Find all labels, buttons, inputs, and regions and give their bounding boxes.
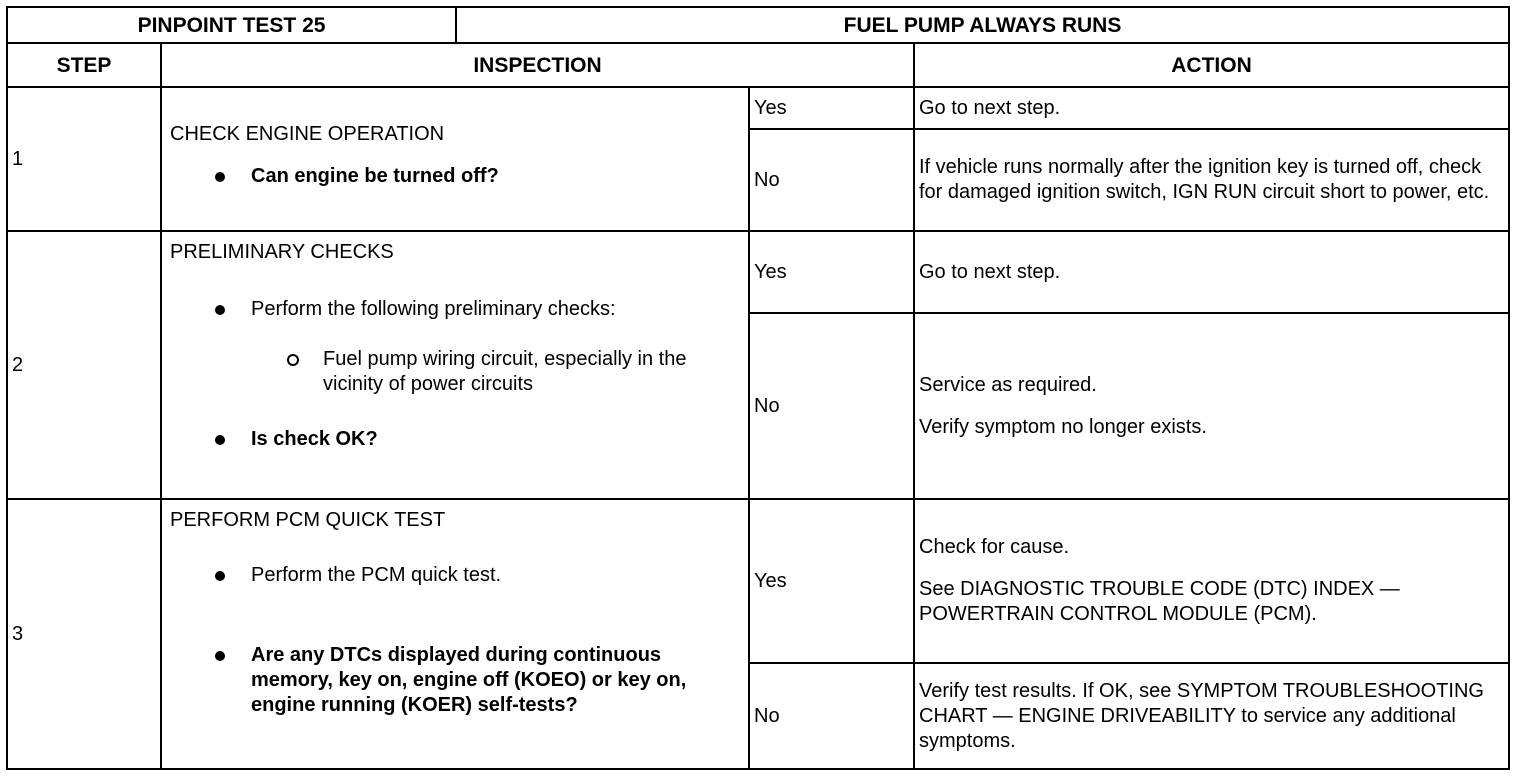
step-1-yes-row: [7, 87, 1509, 129]
column-header-row: [7, 43, 1509, 87]
step-2-yes-label: Yes: [749, 231, 914, 313]
step-2-yes-action: [914, 231, 1509, 313]
bullet-dot-icon: [215, 571, 225, 581]
step-1-no-label: No: [749, 129, 914, 231]
step-3-yes-action-text-1: Check for cause.: [919, 536, 1070, 558]
step-2-heading: PRELIMINARY CHECKS: [170, 241, 394, 263]
step-2-inspection: [161, 231, 749, 499]
step-1-bullet-1-text: Can engine be turned off?: [251, 165, 499, 187]
step-1-no-action-text: If vehicle runs normally after the ignition key is turned off, check for damaged ignition switch, IGN RUN circuit short to power, etc.: [919, 156, 1490, 203]
bullet-dot-icon: [215, 305, 225, 315]
step-1-bullet-1: [170, 164, 740, 189]
step-2-no-action-text-1: Service as required.: [919, 373, 1097, 396]
test-title: FUEL PUMP ALWAYS RUNS: [456, 7, 1509, 43]
hollow-bullet-icon: [287, 354, 299, 366]
step-2-no-action: [914, 313, 1509, 499]
step-3-bullet-2: [170, 643, 721, 718]
step-column-header: STEP: [7, 43, 161, 87]
title-row: [7, 7, 1509, 43]
step-3-yes-action: [914, 499, 1509, 663]
step-1-inspection: [161, 87, 749, 231]
step-3-heading: PERFORM PCM QUICK TEST: [170, 509, 446, 531]
step-1-yes-label: Yes: [749, 87, 914, 129]
step-1-no-action: [914, 129, 1509, 231]
step-2-number: 2: [7, 231, 161, 499]
inspection-column-header: INSPECTION: [161, 43, 914, 87]
step-2-yes-action-text: Go to next step.: [919, 260, 1061, 283]
step-2-bullet-1: [170, 297, 740, 322]
pinpoint-test-table: [6, 6, 1510, 770]
step-3-no-label: No: [749, 663, 914, 769]
step-2-bullet-2: [170, 427, 740, 452]
step-1-yes-action-text: Go to next step.: [919, 96, 1061, 119]
bullet-dot-icon: [215, 435, 225, 445]
step-2-subitem-1-text: Fuel pump wiring circuit, especially in the vicinity of power circuits: [323, 348, 687, 395]
step-3-bullet-2-text: Are any DTCs displayed during continuous memory, key on, engine off (KOEO) or key on, engine running (KOER) self-tests?: [251, 644, 687, 716]
step-2-subitem-1: [170, 347, 743, 397]
step-1-heading: CHECK ENGINE OPERATION: [170, 123, 445, 145]
bullet-dot-icon: [215, 172, 225, 182]
step-3-yes-label: Yes: [749, 499, 914, 663]
step-3-no-action: [914, 663, 1509, 769]
step-2-yes-row: [7, 231, 1509, 313]
step-2-no-action-text-2: Verify symptom no longer exists.: [919, 415, 1207, 438]
step-3-yes-row: [7, 499, 1509, 663]
step-2-bullet-2-text: Is check OK?: [251, 428, 378, 450]
step-2-no-label: No: [749, 313, 914, 499]
step-3-bullet-1: [170, 563, 740, 588]
pinpoint-test-table-wrapper: [6, 6, 1508, 774]
step-1-yes-action: [914, 87, 1509, 129]
step-3-inspection: [161, 499, 749, 769]
test-id: PINPOINT TEST 25: [7, 7, 456, 43]
step-1-number: 1: [7, 87, 161, 231]
step-3-number: 3: [7, 499, 161, 769]
step-2-bullet-1-text: Perform the following preliminary checks:: [251, 298, 616, 320]
step-3-bullet-1-text: Perform the PCM quick test.: [251, 564, 502, 586]
action-column-header: ACTION: [914, 43, 1509, 87]
bullet-dot-icon: [215, 651, 225, 661]
step-3-yes-action-text-2: See DIAGNOSTIC TROUBLE CODE (DTC) INDEX — POWERTRAIN CONTROL MODULE (PCM).: [919, 578, 1400, 625]
step-3-no-action-text: Verify test results. If OK, see SYMPTOM TROUBLESHOOTING CHART — ENGINE DRIVEABILITY to service any additional symptoms.: [919, 679, 1484, 752]
